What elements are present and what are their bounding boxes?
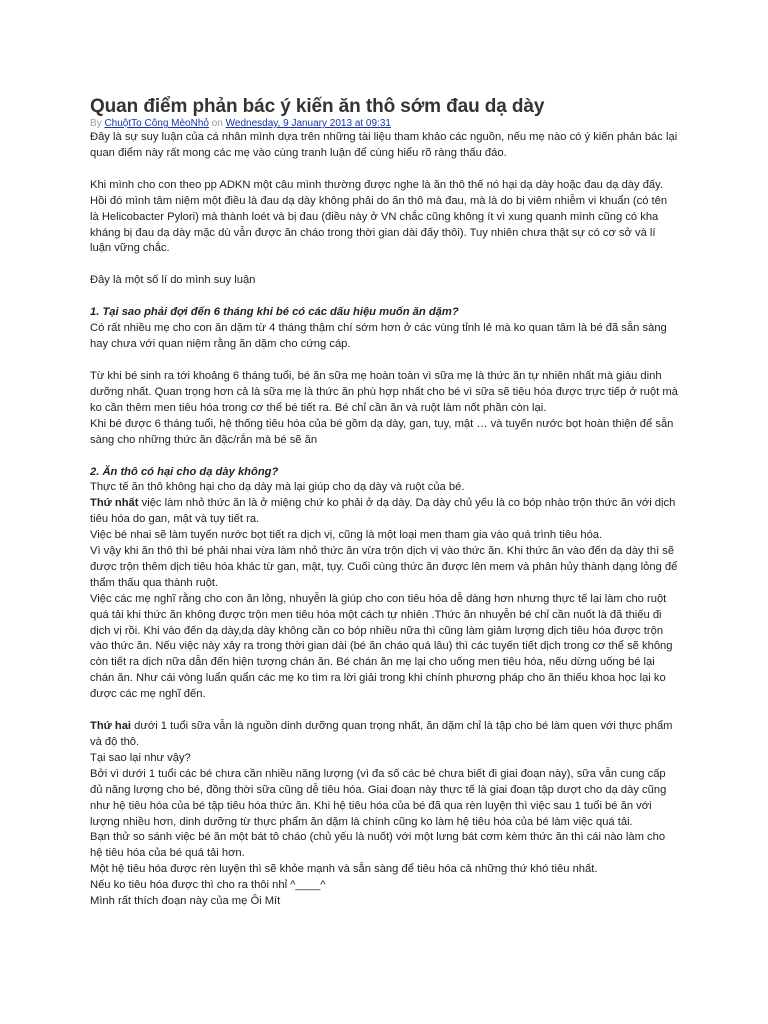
section-1-paragraph-2: Từ khi bé sinh ra tới khoảng 6 tháng tuổi, bé ăn sữa mẹ hoàn toàn vì sữa mẹ là thức ăn tự nhiên nhất mà giàu dinh dưỡng nhất. Quan trọng hơn cả là sữa mẹ là thức ăn phù hợp nhất cho bé vì sữa sẽ tiêu hóa được trực tiếp ở ruột mà ko cần thêm men tiêu hóa trong cơ thể bé tiết ra. Bé chỉ cần ăn và ruột làm nốt phần còn lại. — [90, 369, 678, 414]
section-2-paragraph-7: Bạn thử so sánh việc bé ăn một bát tô cháo (chủ yếu là nuốt) với một lưng bát cơm kèm thức ăn thì cái nào làm cho hệ tiêu hóa của bé quá tải hơn. — [90, 831, 666, 860]
section-1-paragraph-3: Khi bé được 6 tháng tuổi, hệ thống tiêu hóa của bé gồm dạ dày, gan, tụy, mật … và tuyến nước bọt hoàn thiện để sẵn sàng cho những thức ăn đặc/rắn mà bé sẽ ăn — [90, 417, 674, 446]
reasons-intro: Đây là một số lí do mình suy luận — [90, 274, 256, 287]
second-point-label: Thứ hai — [90, 720, 132, 733]
date-link[interactable]: Wednesday, 9 January 2013 at 09:31 — [225, 118, 391, 129]
post-meta — [90, 118, 678, 130]
section-2-paragraph-4: Việc các mẹ nghĩ rằng cho con ăn lỏng, nhuyễn là giúp cho con tiêu hóa dễ dàng hơn nhưng thực tế lại làm cho ruột quá tải khi thức ăn không được trộn men tiêu hóa một cách tự nhiên .Thức ăn nhuyễn bé chỉ cần nuốt là đã thiếu đi dịch vị rồi. Khi vào đến dạ dày,dạ dày không cần co bóp nhiều nữa thì cũng làm giảm lượng dịch tiêu hóa được trộn vào thức ăn. Nếu việc này xảy ra trong thời gian dài (bé ăn cháo quá lâu) thì các tuyến tiết dịch trong cơ thể sẽ không còn tiết ra dịch nữa dẫn đến hiện tượng chán ăn. Bé chán ăn mẹ lại cho uống men tiêu hóa, nếu dừng uống bé lại chán ăn. Như cái vòng luẩn quẩn các mẹ ko tìm ra lời giải trong khi chính phương pháp cho ăn thiếu khoa học lại ko được các mẹ nghĩ đến. — [90, 592, 673, 701]
section-2-paragraph-9: Nếu ko tiêu hóa được thì cho ra thôi nhỉ ^____^ — [90, 879, 326, 892]
post-title: Quan điểm phản bác ý kiến ăn thô sớm đau dạ dày — [90, 96, 545, 117]
meta-by-label: By — [90, 118, 102, 129]
section-2-paragraph-6: Bởi vì dưới 1 tuổi các bé chưa cần nhiều năng lượng (vì đa số các bé chưa biết đi giai đoạn này), sữa vẫn cung cấp đủ năng lượng cho bé, đồng thời sữa cũng dễ tiêu hóa. Giai đoạn này thực tế là giai đoạn tập dượt cho dạ dày cũng như hệ tiêu hóa của bé tập tiêu hóa thức ăn. Khi hệ tiêu hóa của bé đã qua rèn luyện thì việc sau 1 tuổi bé ăn với lượng nhiều hơn, dinh dưỡng từ thực phẩm ăn dặm là chính cũng ko làm hệ tiêu hóa của bé làm việc quá tải. — [90, 767, 667, 828]
blog-post — [90, 88, 678, 910]
section-2-paragraph-8: Một hệ tiêu hóa được rèn luyện thì sẽ khỏe mạnh và sẵn sàng để tiêu hóa cả những thứ khó tiêu nhất. — [90, 863, 598, 876]
first-point-label: Thứ nhất — [90, 497, 139, 510]
meta-on-label: on — [211, 118, 223, 129]
intro-paragraph: Đây là sự suy luận của cá nhân mình dựa trên những tài liệu tham khảo các nguồn, nếu mẹ nào có ý kiến phản bác lại quan điểm này rất mong các mẹ vào cùng tranh luận để cùng hiểu rõ ràng thấu đáo. — [90, 131, 678, 159]
section-2-paragraph-10: Mình rất thích đoạn này của mẹ Ôi Mít — [90, 895, 281, 908]
section-2-second-point — [90, 719, 678, 751]
section-2-first-point — [90, 496, 678, 528]
section-2-paragraph-1: Thực tế ăn thô không hại cho dạ dày mà lại giúp cho dạ dày và ruột của bé. — [90, 481, 465, 494]
section-2-paragraph-3: Vì vậy khi ăn thô thì bé phải nhai vừa làm nhỏ thức ăn vừa trộn dịch vị vào thức ăn. Khi thức ăn vào đến dạ dày thì sẽ được trộn thêm dịch tiêu hóa khác từ gan, mật, tụy. Cuối cùng thức ăn được lên mem và phân hủy thành dạng lỏng để thẩm thấu qua thành ruột. — [90, 545, 678, 589]
section-2-heading: 2. Ăn thô có hại cho dạ dày không? — [90, 465, 279, 478]
section-1-paragraph-1: Có rất nhiều mẹ cho con ăn dặm từ 4 tháng thậm chí sớm hơn ở các vùng tỉnh lẻ mà ko quan tâm là bé đã sẵn sàng hay chưa với quan niệm rằng ăn dặm cho cứng cáp. — [90, 322, 667, 351]
first-point-text: việc làm nhỏ thức ăn là ở miệng chứ ko phải ở dạ dày. Dạ dày chủ yếu là co bóp nhào trộn thức ăn với dịch tiêu hóa do gan, mật và tụy tiết ra. — [90, 497, 676, 526]
section-2-paragraph-5: Tại sao lại như vậy? — [90, 751, 191, 764]
context-paragraph: Khi mình cho con theo pp ADKN một câu mình thường được nghe là ăn thô thế nó hại dạ dày hoặc đau dạ dày đấy. Hồi đó mình tâm niệm một điều là đau dạ dày không phải do ăn thô mà đau, mà là do bị viêm nhiễm vi khuẩn (có tên là Helicobacter Pylori) mà thành loét và bị đau (điều này ở VN chắc cũng không ít vì xung quanh mình cũng có kha kháng bị đau dạ dày mặc dù vẫn được ăn cháo trong thời gian dài đấy thôi). Tuy nhiên chưa thật sự có cơ sở và lí luận vững chắc. — [90, 178, 668, 255]
section-1-heading: 1. Tại sao phải đợi đến 6 tháng khi bé có các dấu hiệu muốn ăn dặm? — [90, 306, 459, 319]
author-link[interactable]: ChuộtTo Công MèoNhỏ — [104, 118, 209, 129]
section-2-paragraph-2: Việc bé nhai sẽ làm tuyến nước bọt tiết ra dịch vị, cũng là một loại men tham gia vào quá trình tiêu hóa. — [90, 529, 603, 542]
second-point-text: dưới 1 tuổi sữa vẫn là nguồn dinh dưỡng quan trọng nhất, ăn dặm chỉ là tập cho bé làm quen với thực phẩm và độ thô. — [90, 720, 673, 748]
